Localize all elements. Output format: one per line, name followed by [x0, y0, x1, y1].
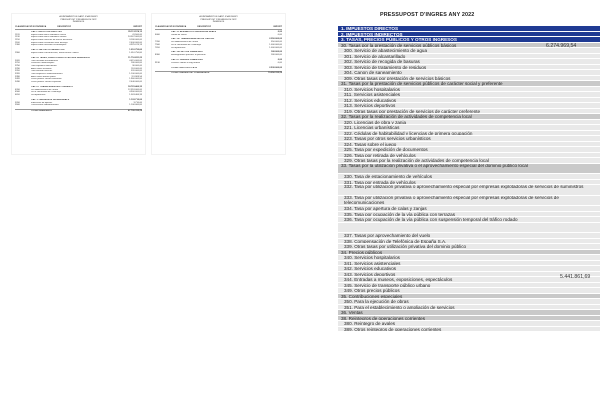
sheet-row-description: CAP. II: IMPOSTOS INDIRECTES — [31, 49, 65, 52]
table-row: 338. Compensación de Telefónica de España S.A. — [338, 239, 600, 245]
table-row: 320. Licencias de obra y zanja — [338, 120, 600, 126]
table-row: 323. Tasas por otros servicios urbanísticos — [338, 136, 600, 142]
sheet-row-description: Llicències urbanístiques — [31, 62, 55, 65]
table-row: 333. Tasa por utilización privativa o aprovechamiento especial por empresas explotadoras de servicios de telecomunicaciones — [338, 196, 600, 207]
sheet-row-amount: 0,00 — [277, 30, 282, 33]
sheet-row-amount: 67.726.332,29 — [128, 110, 142, 113]
sheet-row-code: 6000 — [155, 33, 160, 36]
column-header-code: CLASSIFICACIÓ ECONÒMICA — [15, 26, 47, 29]
sheet-row-code — [155, 72, 171, 75]
sheet-row-code: 3020 — [15, 59, 20, 62]
table-row: 331. Tasa por entrada de vehículos — [338, 180, 600, 186]
sheet-row-description: De la Generalitat de Catalunya — [31, 91, 61, 94]
table-row: 38. Reintegros de operaciones corrientes — [338, 316, 600, 322]
sheet-row-description: Impost sobre construccions, instal·lacions i obres — [31, 51, 79, 54]
sheet-row-code: 3420 — [15, 78, 20, 81]
table-row: 30. Tasas por la prestación de servicios públicos básicos — [338, 43, 600, 49]
table-row: 342. Servicios educativos — [338, 266, 600, 272]
sheet-row-code: 3320 — [15, 73, 20, 76]
sheet-row — [155, 54, 282, 57]
table-row: 345. Servicio de transporte público urbano — [338, 283, 600, 289]
sheet-row-amount: 1.010.750,60 — [129, 51, 142, 54]
sheet-header-line: INGRESOS — [72, 21, 85, 24]
table-row: 33. Tasas por la utilización privativa o el aprovechamiento especial del dominio público local — [338, 164, 600, 175]
sheet-row-amount: 11.716.831,23 — [128, 56, 142, 59]
sheet-row-amount: 1.563.466,33 — [129, 94, 142, 97]
taxes-total-amount: 6.274.969,54 — [546, 43, 577, 49]
table-row: 31. Tasas por la prestación de servicios públicos de carácter social y preferente — [338, 81, 600, 87]
sheet-row-description: Venda de solars — [171, 33, 187, 36]
sheet-row-code — [155, 67, 171, 70]
column-header-amount: IMPORT — [273, 26, 282, 29]
sheet-row-amount: 3.180.000,00 — [129, 38, 142, 41]
sheet-row-code: 1300 — [15, 44, 20, 47]
sheet-row-description: De diputacions — [171, 46, 186, 49]
table-row: 337. Tasas por aprovechamiento del vuelo — [338, 233, 600, 239]
table-row: 300. Servicio de abastecimiento de agua — [338, 48, 600, 54]
table-row: 326. Tasa por retirada de vehículos — [338, 153, 600, 159]
table-row: 32. Tasas por la realización de actividades de competencia local — [338, 114, 600, 120]
table-row: 303. Servicio de tratamiento de residuos — [338, 65, 600, 71]
column-header-amount: IMPORT — [133, 26, 142, 29]
sheet-row-code: 5500 — [15, 104, 20, 107]
sheet-row-amount: 2.400.000,00 — [129, 41, 142, 44]
sheet-row-amount: 12.318.000,00 — [128, 88, 142, 91]
sheet-row-description: Impost sobre béns immobles urbana — [31, 36, 67, 39]
sheet-column-headers — [155, 26, 282, 30]
sheet-header-line: PRESSUPOST D'INGRESSOS 2022 — [60, 18, 97, 21]
sheet-row-description: TOTAL CAPÍTOLS VI A IX — [171, 66, 198, 69]
sheet-row-code: 7200 — [155, 41, 160, 44]
table-row: 36. Ventas — [338, 310, 600, 316]
sheet-row — [15, 94, 142, 97]
sheet-row-description: Taxa entrada vehicles — [31, 70, 53, 73]
sheet-row-amount: 4.900.000,00 — [129, 91, 142, 94]
sheet-header-line: INGRESOS — [212, 21, 225, 24]
sheet-row-code — [15, 110, 31, 113]
sheet-row-description: Préstecs rebuts a llarg termini — [171, 61, 200, 64]
sheet-row-description: Altres taxes activitats — [31, 67, 52, 70]
table-row: 341. Servicios asistenciales — [338, 261, 600, 267]
sheet-row-amount: 24.567.000,00 — [128, 36, 142, 39]
sheet-header — [12, 14, 145, 24]
table-row: 330. Tasa de estacionamiento de vehículos — [338, 174, 600, 180]
sheet-row-amount: 3.710,00 — [133, 101, 142, 104]
sheet-row-amount: 1.103.710,00 — [129, 99, 142, 102]
sheet-row-code: 5200 — [15, 101, 20, 104]
table-row: 312. Servicios educativos — [338, 98, 600, 104]
sheet-row-amount: 180.000,00 — [271, 51, 282, 54]
table-row: 3. TASAS, PRECIOS PÚBLICOS Y OTROS INGRESOS — [338, 37, 600, 43]
sheet-row — [155, 67, 282, 70]
table-row: 302. Servicio de recogida de basuras — [338, 59, 600, 65]
public-prices-total-amount: 5.441.861,69 — [560, 274, 591, 280]
sheet-row-description: Impost sobre activitats econòmiques — [31, 44, 67, 47]
sheet-row-amount: 320.000,00 — [131, 70, 142, 73]
sheet-row-description: Preus públics serveis esportius — [31, 81, 62, 84]
column-header-description: DESCRIPCIÓ — [197, 26, 211, 29]
sheet-row-code: 1160 — [15, 41, 20, 44]
sheet-row-description: Preus públics serveis educatius — [31, 78, 62, 81]
sheet-row — [155, 47, 282, 50]
sheet-header-line: AJUNTAMENT DE SANT JOAN DESPÍ — [199, 16, 238, 18]
column-header-code: CLASSIFICACIÓ ECONÒMICA — [155, 26, 187, 29]
sheet-row-code: 8300 — [155, 54, 160, 57]
sheet-row-description: TOTAL PRESSUPOST D'INGRESSOS — [171, 72, 210, 75]
table-row: 324. Tasas sobre el juego — [338, 142, 600, 148]
sheet-row-description: De la Generalitat de Catalunya — [171, 43, 201, 46]
sheet-row-description: Impost sobre vehicles de tracció mecànica — [31, 38, 73, 41]
sheet-row-amount: 4.415.000,00 — [129, 59, 142, 62]
sheet-row-amount: 18.781.466,33 — [128, 86, 142, 89]
sheet-row-code: 3250 — [15, 64, 20, 67]
table-row: 340. Servicios hospitalarios — [338, 255, 600, 261]
income-classification-table — [338, 26, 600, 332]
table-row: 336. Tasa por ocupación de la vía pública con suspensión temporal del tráfico rodado — [338, 217, 600, 223]
sheet-header — [152, 14, 285, 24]
sheet-row — [15, 81, 142, 84]
sheet-row-amount: 4.925.074,13 — [129, 44, 142, 47]
table-row: 350. Para la ejecución de obras — [338, 299, 600, 305]
sheet-row-amount: 111.969,54 — [131, 75, 142, 78]
table-row: 344. Entradas a museos, exposiciones, espectáculos — [338, 277, 600, 283]
budget-sheet-thumbnail-1 — [12, 14, 145, 154]
sheet-row-code: 3430 — [15, 81, 20, 84]
sheet-row-description: CAP. VI: ALIENACIÓ D'INVERSIONS REALS — [171, 30, 217, 33]
table-row: 321. Licencias urbanísticas — [338, 125, 600, 131]
sheet-row-code: 4500 — [15, 91, 20, 94]
sheet-row-description: CAP. IX: PASSIUS FINANCERS — [171, 59, 203, 61]
sheet-row — [155, 34, 282, 37]
table-row: 304. Canon de saneamiento — [338, 70, 600, 76]
sheet-row — [15, 52, 142, 55]
sheet-row-description: Interessos de dipòsits — [31, 101, 53, 104]
column-header-description: DESCRIPCIÓ — [57, 26, 71, 29]
table-row: 34. Precios públicos — [338, 250, 600, 256]
sheet-row-amount: 350.000,00 — [271, 41, 282, 44]
document-title: PRESSUPOST D'INGRES ANY 2022 — [380, 12, 475, 18]
sheet-row-code: 3290 — [15, 67, 20, 70]
sheet-row-description: De l'Administració de l'Estat — [31, 88, 58, 91]
sheet-row-amount: 1.100.000,00 — [129, 73, 142, 76]
sheet-row-description: Taxa empreses subministrament — [31, 73, 63, 76]
sheet-row-code: 1150 — [15, 38, 20, 41]
sheet-row-amount: 1.000.000,00 — [269, 46, 282, 49]
sheet-row-amount: 2.440.000,00 — [129, 81, 142, 84]
sheet-row-description: Altres taxes domini públic — [31, 75, 56, 78]
table-row: 2. IMPUESTOS INDIRECTOS — [338, 32, 600, 38]
sheet-row-amount: 2.350.000,00 — [269, 38, 282, 41]
sheet-row — [155, 71, 282, 75]
sheet-row — [15, 109, 142, 113]
sheet-row-amount: 70.256.332,29 — [268, 72, 282, 75]
table-row: 301. Servicio de alcantarillado — [338, 54, 600, 60]
table-row: 343. Servicios deportivos — [338, 272, 600, 278]
table-row: 332. Tasa por utilización privativa o aprovechamiento especial por empresas explotadoras de servicios de suministros — [338, 185, 600, 196]
sheet-row-description: Impost sobre increment valor terrenys — [31, 41, 68, 44]
sheet-rows — [12, 31, 145, 113]
sheet-column-headers — [15, 26, 142, 30]
table-row: 339. Otras tasas por utilización privativa del dominio público — [338, 244, 600, 250]
sheet-row-code: 4610 — [15, 94, 20, 97]
table-row — [338, 223, 600, 234]
table-row: 310. Servicios hospitalarios — [338, 87, 600, 93]
sheet-row-description: CAP. IV: TRANSFERÈNCIES CORRENTS — [31, 86, 73, 89]
table-row: 351. Para el establecimiento o ampliación de servicios — [338, 305, 600, 311]
table-row: 325. Tasa por expedición de documentos — [338, 147, 600, 153]
sheet-row-description: Taxa recollida escombraries — [31, 59, 59, 62]
table-row: 380. Reintegro de avales — [338, 321, 600, 327]
sheet-row-amount: 35.113.574,13 — [128, 30, 142, 33]
sheet-header-line: PRESSUPOST D'INGRESSOS 2022 — [200, 18, 237, 21]
sheet-row-description: Taxa expedició documents — [31, 64, 57, 67]
sheet-row-code: 3210 — [15, 62, 20, 65]
table-row: 389. Otros reintegros de operaciones corrientes — [338, 327, 600, 333]
sheet-row-amount: 0,00 — [277, 61, 282, 64]
sheet-row-amount: 1.960.000,00 — [129, 78, 142, 81]
sheet-rows — [152, 31, 285, 75]
sheet-row-code: 1130 — [15, 36, 20, 39]
sheet-row-code: 9130 — [155, 61, 160, 64]
sheet-row-description: CAP. III: TAXES, PREUS PÚBLICS I ALTRES INGRESSOS — [31, 56, 90, 59]
table-row: 319. Otras tasas por prestación de servicios de carácter preferente — [338, 109, 600, 115]
table-row: 35. Contribuciones especiales — [338, 294, 600, 300]
sheet-row-amount: 180.000,00 — [271, 54, 282, 57]
sheet-row-description: CAP. VIII: ACTIUS FINANCERS — [171, 51, 203, 54]
sheet-row-description: CAP. I: IMPOSTOS DIRECTES — [31, 30, 62, 33]
sheet-row-amount: 0,00 — [277, 59, 282, 61]
table-row: 311. Servicios asistenciales — [338, 92, 600, 98]
sheet-row-amount: 1.000.000,00 — [269, 43, 282, 46]
sheet-row-description: CAP. V: INGRESSOS PATRIMONIALS — [31, 99, 70, 102]
table-row: 309. Otras tasas por prestación de servicios básicos — [338, 76, 600, 82]
sheet-row-description: De diputacions — [31, 94, 46, 97]
sheet-row-code: 3390 — [15, 75, 20, 78]
table-row: 329. Otras tasas por la realización de actividades de competencia local — [338, 158, 600, 164]
sheet-row-amount: 180.000,00 — [131, 62, 142, 65]
sheet-row-description: Impost sobre béns immobles rústica — [31, 33, 67, 36]
table-row: 349. Otros precios públicos — [338, 288, 600, 294]
sheet-row-code: 2900 — [15, 51, 20, 54]
sheet-row-amount: 30.000,00 — [132, 64, 142, 67]
table-row: 1. IMPUESTOS DIRECTOS — [338, 26, 600, 32]
sheet-row-code: 7610 — [155, 46, 160, 49]
sheet-row-amount: 1.010.750,60 — [129, 49, 142, 52]
sheet-row — [155, 62, 282, 65]
sheet-row-amount: 118.000,00 — [131, 67, 142, 70]
sheet-row-description: De l'Administració de l'Estat — [171, 41, 198, 44]
sheet-row-code: 7500 — [155, 43, 160, 46]
sheet-header-line: AJUNTAMENT DE SANT JOAN DESPÍ — [59, 16, 98, 18]
table-row: 335. Tasa por ocupación de la vía pública con terrazas — [338, 212, 600, 218]
sheet-row-amount: 2.530.000,00 — [269, 66, 282, 69]
table-row: 334. Tasa por apertura de calas y zanjas — [338, 206, 600, 212]
sheet-row-amount: 1.100.000,00 — [129, 104, 142, 107]
sheet-row-code: 1120 — [15, 33, 20, 36]
table-row: 322. Cédulas de habitabilidad y licencias de primera ocupación — [338, 131, 600, 137]
sheet-row-description: TOTAL INGRESSOS — [31, 110, 52, 113]
sheet-row-amount: 0,00 — [277, 33, 282, 36]
sheet-row-description: Reintegrament préstecs al personal — [171, 54, 206, 57]
table-row: 313. Servicios deportivos — [338, 103, 600, 109]
sheet-row-description: Concessions administratives — [31, 104, 59, 107]
budget-sheet-thumbnail-2 — [152, 14, 285, 154]
sheet-row-description: CAP. VII: TRANSFERÈNCIES DE CAPITAL — [171, 38, 215, 41]
sheet-row-amount: 41.500,00 — [132, 33, 142, 36]
sheet-row-code: 4200 — [15, 88, 20, 91]
sheet-row-code: 3310 — [15, 70, 20, 73]
